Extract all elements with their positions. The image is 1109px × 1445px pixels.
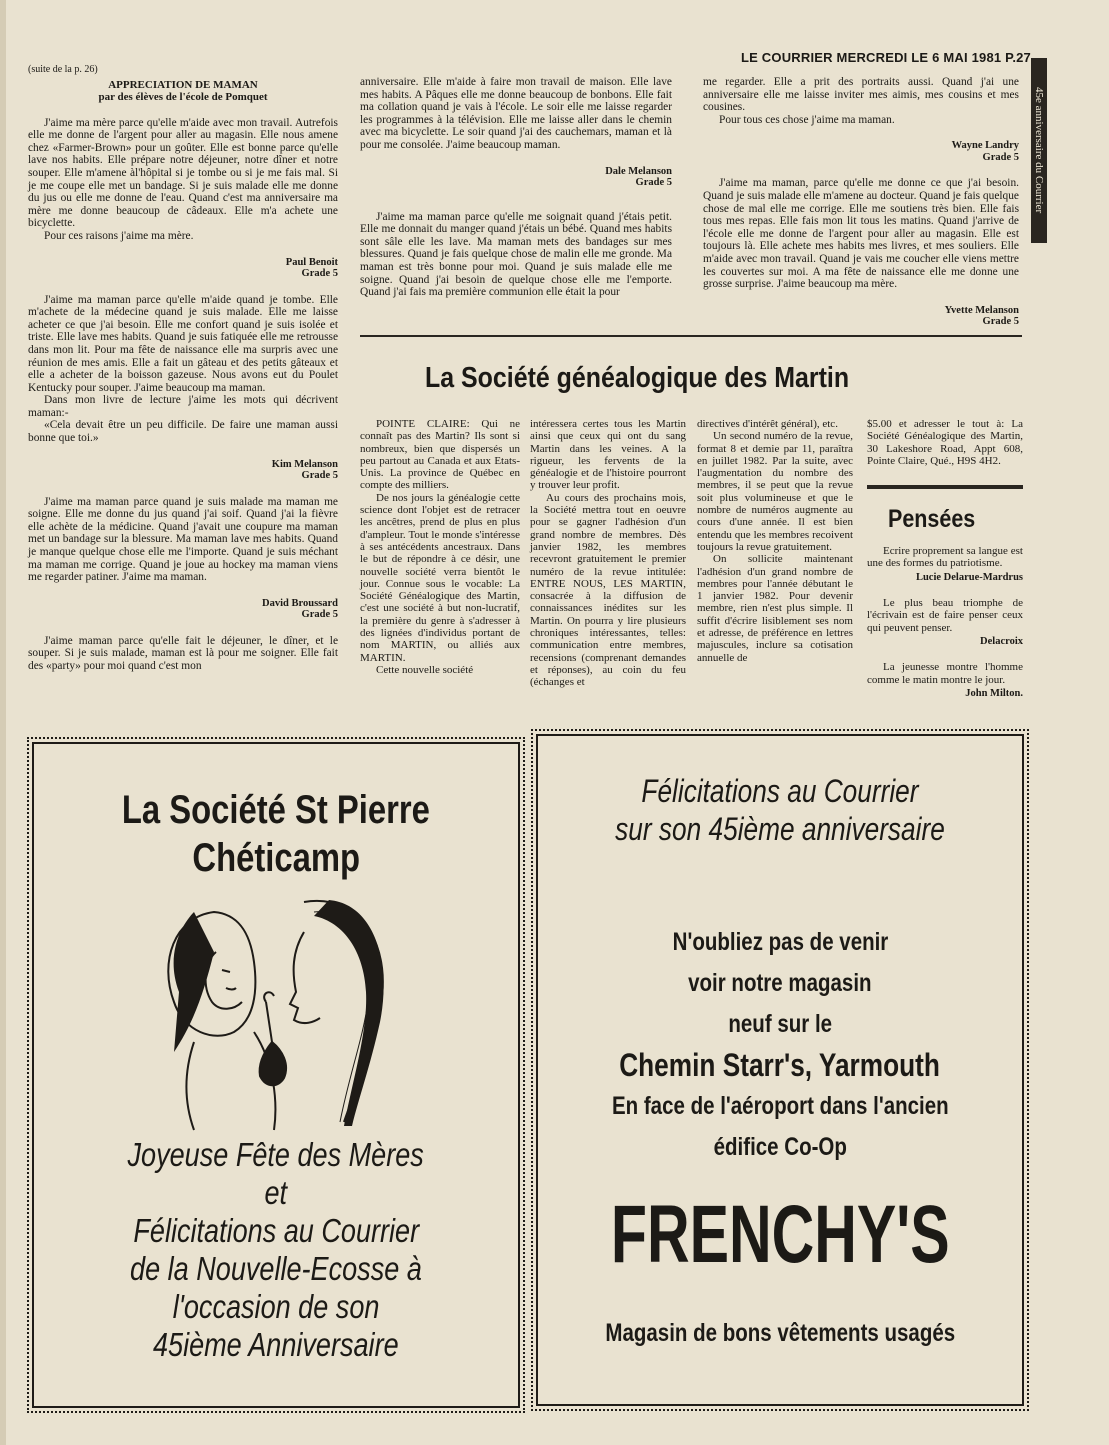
letter-text: J'aime ma maman, parce qu'elle me donne ce que j'ai besoin. Quand je suis malade elle m'amene au docteur. Quand je fais quelque chose de mal elle me corrige. Elle me soutiens très bien. Elle fais tous mes repas. Elle fais mon lit tous les matins. Quand j'arrive de l'école elle me donne de l'argent pour aller au magasin. Elle est toujours là. Elle achete mes habits mes livres, et mes souliers. Elle m'aide avec mon travail. Quand je vais me coucher elle viens mettre les couvertes sur moi. A ma fête de naissance elle me donne une grosse surprise. J'aime beaucoup ma mère. [703, 177, 1019, 291]
article-column-4 [867, 418, 1023, 467]
mother-daughter-illustration [154, 892, 394, 1132]
page-edge [0, 0, 6, 1445]
article-column-3 [697, 418, 853, 664]
article-headline: La Société généalogique des Martin [425, 362, 850, 394]
article-text: On sollicite maintenant l'adhésion d'un grand nombre de membres pour l'année débutant le 1 janvier 1982. Pour devenir membre, rien n'est plus simple. Il suffit d'écrire lisiblement ses nom et adresse, de préférence en lettres majuscules, inclure sa cotisation annuelle de [697, 553, 853, 664]
masthead: LE COURRIER MERCREDI LE 6 MAI 1981 P.27 [740, 50, 1031, 65]
quote-author: John Milton. [965, 688, 1023, 700]
letter-text: J'aime maman parce qu'elle fait le déjeuner, le dîner, et le souper. Si je suis malade, maman est là pour me soigner. Elle fait des «party» pour moi quand c'est mon [28, 634, 338, 672]
section-title [28, 79, 338, 103]
letter-text: anniversaire. Elle m'aide à faire mon travail de maison. Elle lave mes habits. A Pâques elle me donne beaucoup de bonbons. Elle fait ma collation quand je vais à l'école. Le soir elle me laisse regarder les programmes à la télévision. Elle me laisse aller dans le chemin avec ma bicyclette. Le soir quand j'ai des cauchemars, maman et là pour me consolée. J'aime beaucoup maman. [360, 76, 672, 151]
letter-text: Pour ces raisons j'aime ma mère. [44, 229, 194, 242]
quote: La jeunesse montre l'homme comme le matin montre le jour. [867, 661, 1023, 686]
letters-column-3 [703, 76, 1019, 328]
signature: Wayne Landry Grade 5 [951, 140, 1019, 163]
quote: Ecrire proprement sa langue est une des formes du patriotisme. [867, 545, 1023, 570]
article-text: De nos jours la généalogie cette science dont l'objet est de retracer les ancêtres, prend de plus en plus d'ampleur. Tout le monde s'intéresse à ses antécédents ancestraux. Dans le but de répondre à ce désir, une nouvelle société verra bientôt le jour. Connue sous le vocable: La Société Généalogique des Martin, c'est une société à but non-lucratif, la première du genre à s'adresser à des lignées d'individus portant de nom MARTIN, ou alliés aux MARTIN. [360, 491, 520, 664]
continued-note: (suite de la p. 26) [28, 64, 98, 75]
article-text: $5.00 et adresser le tout à: La Société Généalogique des Martin, 30 Lakeshore Road, Appt 608, Pointe Claire, Qué., H9S 4H2. [867, 418, 1023, 467]
pensees-column [867, 545, 1023, 700]
quote-author: Delacroix [980, 635, 1023, 647]
brand-tagline: Magasin de bons vêtements usagés [605, 1319, 955, 1347]
signature: Paul Benoit Grade 5 [285, 256, 338, 280]
letter-text: Dans mon livre de lecture j'aime les mots qui décrivent maman:- [28, 394, 338, 419]
article-text: Cette nouvelle société [376, 663, 474, 676]
section-divider [360, 335, 1022, 337]
ad-store-info: N'oubliez pas de venir voir notre magasin neuf sur le Chemin Starr's, Yarmouth En face de l'aéroport dans l'ancien édifice Co-Op [611, 928, 949, 1161]
signature: Yvette Melanson Grade 5 [944, 304, 1019, 328]
brand-name: FRENCHY'S [610, 1189, 950, 1280]
subtitle-line: par des élèves de l'école de Pomquet [98, 90, 268, 103]
article-column-2 [530, 418, 686, 689]
article-text: Un second numéro de la revue, format 8 et demie par 11, paraîtra en juillet 1982. Par la suite, avec l'augmentation du nombre des membres, il se peut que la revue soit plus volumineuse et que le nombre de numéros augmente au cours d'une année. Il est bien entendu que les membres recoivent toujours la revue gratuitement. [697, 430, 853, 553]
pensees-title: Pensées [888, 505, 976, 533]
article-text: directives d'intérêt général), etc. [697, 418, 838, 430]
signature: Dale Melanson Grade 5 [605, 165, 672, 189]
ad-congrats: Félicitations au Courrier sur son 45ième anniversaire [615, 773, 945, 847]
pensees-divider [867, 485, 1023, 489]
ad-societe-st-pierre [32, 742, 520, 1408]
quote: Le plus beau triomphe de l'écrivain est de faire penser ceux qui peuvent penser. [867, 597, 1023, 634]
letter-text: J'aime ma maman parce qu'elle m'aide quand je tombe. Elle m'achete de la médecine quand je suis malade. Elle me laisse acheter ce que j'ai besoin. Elle me confort quand je suis isolée et triste. Elle lave mes habits. Quand je suis fatiquée elle me retrousse dans mon lit. Pour ma fête de naissance elle ma surpris avec une réunion de mes amis. Elle a fait un gâteau et des petits gâteaux et elle a acheter de la boisson gazeuse. Nous avons eut du Poulet Kentucky pour souper. J'aime beaucoup ma maman. [28, 293, 338, 394]
article-text: Au cours des prochains mois, la Société mettra tout en oeuvre pour se gagner l'adhésion d'un grand nombre de membres. Dès janvier 1982, les membres recevront gratuitement le premier numéro de la revue intitulée: ENTRE NOUS, LES MARTIN, consacrée à la diffusion de connaissances inédites sur les Martin. On pourra y lire plusieurs chroniques intéressantes, telles: communication entre membres, recensions (comprenant demandes et réponses), au coin du feu (échanges et [530, 491, 686, 689]
ad-frenchys [536, 734, 1024, 1406]
letter-text: J'aime ma maman parce qu'elle me soignait quand j'étais petit. Elle me donnait du manger quand j'étais un bébé. Quand mes habits sont sâle elle les lave. Ma maman mets des bandages sur mes blessures. Quand je fais quelque chose de malin elle me gronde. Ma maman est très bonne pour moi. Quand je suis malade elle me soigne. Quand j'ai besoin de quelque chose elle me l'emporte. Quand j'ai fais ma première communion elle était la pour [360, 210, 672, 299]
title-line: APPRECIATION DE MAMAN [108, 78, 258, 91]
article-column-1 [360, 418, 520, 676]
letter-text: J'aime ma mère parce qu'elle m'aide avec mon travail. Autrefois elle me donne de l'argent pour aller au magasin. Elle nous amene chez «Farmer-Brown» pour un goûter. Elle est bonne parce qu'elle lave nos habits. Elle prépare notre déjeuner, notre dîner et notre souper. Elle m'amene àl'hôpital si je tombe ou si je me fais mal. Si je me coupe elle met un bandage. Si je suis malade elle me donne du jus ou elle me donne de l'eau. Quand c'est ma anniversaire ma mère me donne beaucoup de câdeaux. Elle m'a achete une bicyclette. [28, 116, 338, 230]
letters-column-2 [360, 76, 672, 299]
letters-column-1 [28, 64, 338, 673]
letter-text: Pour tous ces chose j'aime ma maman. [719, 113, 895, 126]
letter-quote: «Cela devait être un peu difficile. De faire une maman aussi bonne que toi.» [28, 419, 338, 445]
article-text: intéressera certes tous les Martin ainsi que ceux qui ont du sang Martin dans les veines. A la rigueur, les fervents de la généalogie et de l'histoire pourront y trouver leur profit. [530, 418, 686, 492]
quote-author: Lucie Delarue-Mardrus [915, 571, 1023, 583]
article-text: POINTE CLAIRE: Qui ne connaît pas des Martin? Ils sont si nombreux, bien que dispersés un peu partout au Canada et aux Etats-Unis. La province de Québec en compte des milliers. [360, 418, 520, 492]
signature: David Broussard Grade 5 [262, 597, 338, 621]
ad-message: Joyeuse Fête des Mères et Félicitations au Courrier de la Nouvelle-Ecosse à l'occasion de son 45ième Anniversaire [127, 1136, 425, 1363]
signature: Kim Melanson Grade 5 [271, 458, 338, 482]
anniversary-side-tab: 45e anniversaire du Courrier [1031, 58, 1047, 243]
letter-text: J'aime ma maman parce quand je suis malade ma maman me soigne. Elle me donne du jus quand j'ai soif. Quand j'ai la fièvre elle achète de la médicine. Quand j'avait une coupure ma maman met un bandage sur la blessure. Ma maman lave mes habits. Quand je manque quelque chose elle me l'importe. Quand je suis méchant ma maman me corrige. Quand je joue au hockey ma maman viens me regarder patiner. J'aime ma maman. [28, 495, 338, 584]
ad-title: La Société St Pierre Chéticamp [121, 788, 431, 880]
letter-text: me regarder. Elle a prit des portraits aussi. Quand j'ai une anniversaire elle me laisse inviter mes aimis, mes cousins et mes cousines. [703, 76, 1019, 114]
